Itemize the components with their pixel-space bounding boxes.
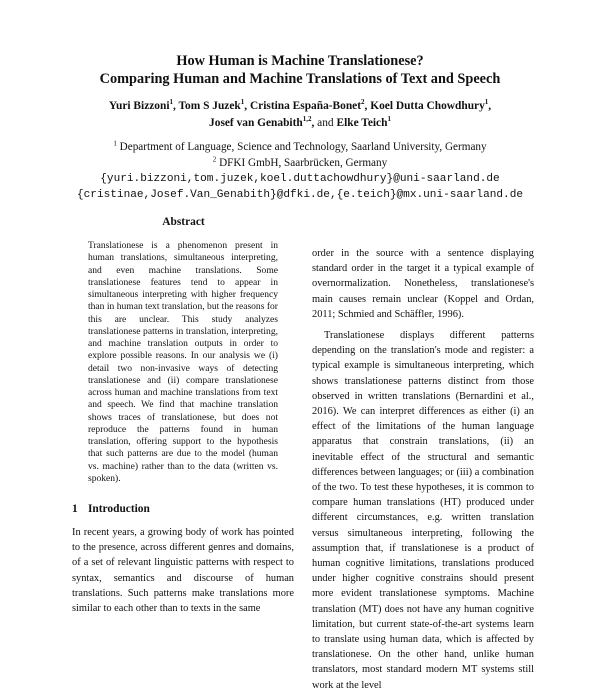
affiliations [0, 139, 600, 203]
author-affil-mark: 1 [387, 115, 391, 124]
affiliation-text: Department of Language, Science and Technology, Saarland University, Germany [119, 141, 487, 153]
affil-mark: 1 [113, 139, 117, 148]
author-conjunction: and [317, 117, 334, 129]
author-affil-mark: 1 [169, 98, 173, 107]
affiliation-text: DFKI GmbH, Saarbrücken, Germany [219, 157, 388, 169]
abstract-heading: Abstract [162, 216, 205, 228]
left-column [72, 215, 294, 616]
abstract-text: Translationese is a phenomenon present in human translations, simultaneous interpreting, and even machine translations. Some translationese features tend to appear in simultaneous interpreting with higher frequency than in human text translation, but the reasons for this are unclear. This study analyzes translationese patterns in translation, interpreting, and machine translation outputs in order to explore possible reasons. In our analysis we (i) detail two non-invasive ways of detecting translationese and (ii) compare translationese across human and machine translations from text and speech. We find that machine translation shows traces of translationese, but does not reproduce the patterns found in human translation, offering support to the hypothesis that such patterns are due to the model (human vs. machine) rather than to the data (written vs. spoken). [88, 240, 278, 484]
author-name: Koel Dutta Chowdhury [370, 100, 485, 112]
author-name: Yuri Bizzoni [108, 100, 170, 112]
right-paragraph-2: Translationese displays different patterns depending on the translation's mode and register: a typical example is simultaneous interpreting, which shows translationese patterns distinct from those observed in written translations (Bernardini et al., 2016). We can interpret differences as either (i) an effect of the limitations of the human language apparatus that constrain translations, (ii) an inevitable effect of the structural and semantic differences between languages; or (iii) a combination of the two. To test these hypotheses, it is common to compare human translations (HT) produced under different circumstances, e.g. written translation versus simultaneous interpreting, following the assumption that, if translationese is a product of human cognitive limitations, translations produced under higher cognitive constrains should present more evident translationese symptoms. Machine translation (MT) does not have any human cognitive limitation, but current state-of-the-art systems learn to translate using human data, which is affected by translationese. On the other hand, unlike human translators, most standard modern MT systems still work at the level [312, 330, 534, 691]
authors-line-1: Yuri Bizzoni$^1$, Tom S Juzek$^1$, Cristina España-Bonet$^2$, Koel Dutta Chowdhury$^1$, [108, 98, 492, 112]
affiliation-1 [0, 139, 600, 155]
author-name: Elke Teich [336, 117, 388, 129]
author-name: Cristina España-Bonet [249, 100, 362, 112]
author-name: Tom S Juzek [178, 100, 241, 112]
authors-line-2: Josef van Genabith$^{1,2}$, and Elke Teich$^1$ [209, 115, 391, 129]
paper-title [0, 52, 600, 88]
title-line-1: How Human is Machine Translationese? [176, 53, 424, 69]
section-title: Introduction [88, 503, 150, 515]
email-line-1: {yuri.bizzoni,tom.juzek,koel.duttachowdhury}@uni-saarland.de [100, 173, 500, 185]
affiliation-2 [0, 155, 600, 171]
email-line-2: {cristinae,Josef.Van_Genabith}@dfki.de,{e.teich}@mx.uni-saarland.de [76, 189, 524, 201]
intro-paragraph: In recent years, a growing body of work has pointed to the presence, across different genres and domains, of a set of relevant linguistic patterns with respect to syntax, semantics and discourse of human translations. Such patterns make translations more similar to each other than to texts in the same [72, 527, 294, 615]
author-name: Josef van Genabith [209, 117, 303, 129]
right-column [312, 246, 534, 693]
author-affil-mark: 1 [240, 98, 245, 107]
author-list [0, 98, 600, 132]
author-affil-mark: 1 [484, 98, 489, 107]
right-paragraph-1: order in the source with a sentence displaying standard order in the target it a typical example of overnormalization. Nonetheless, translationese's main causes remain unclear (Koppel and Ordan, 2011; Schmied and Schäffler, 1996). [312, 248, 534, 320]
title-line-2: Comparing Human and Machine Translations of Text and Speech [99, 71, 501, 87]
section-heading-introduction [72, 502, 294, 517]
section-number: 1 [72, 503, 78, 515]
affil-mark: 2 [212, 155, 217, 164]
author-affil-mark: 2 [361, 98, 365, 107]
author-affil-mark: 1,2 [302, 115, 312, 124]
